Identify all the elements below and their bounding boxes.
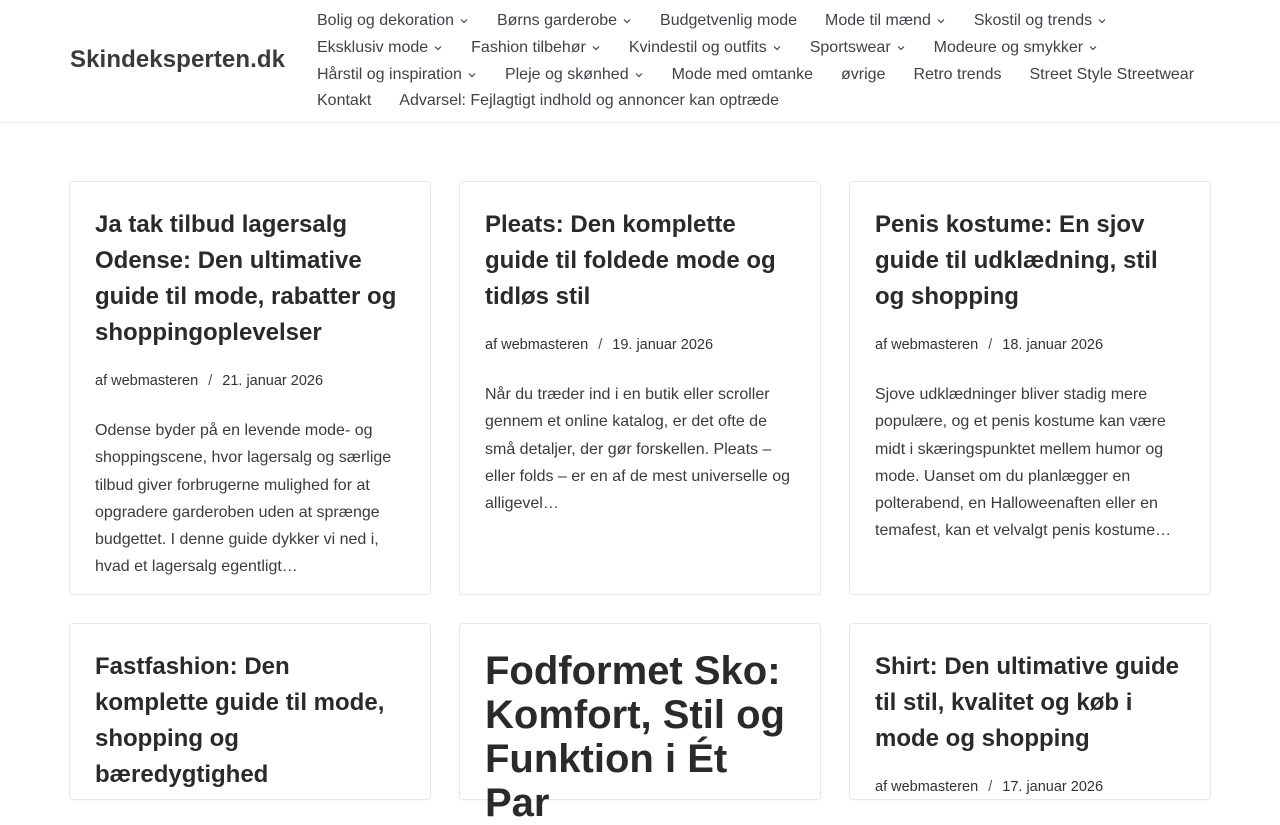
- menu-row: [317, 61, 1217, 88]
- menu-item-label: Advarsel: Fejlagtigt indhold og annoncer kan optræde: [399, 92, 780, 110]
- chevron-down-icon[interactable]: [622, 16, 632, 26]
- post-date: 18. januar 2026: [1002, 337, 1104, 353]
- menu-item[interactable]: [841, 66, 885, 84]
- menu-item[interactable]: [974, 12, 1107, 30]
- post-meta: [95, 371, 405, 391]
- menu-item-label: Fashion tilbehør: [471, 39, 586, 57]
- author-prefix: af: [95, 373, 108, 389]
- menu-item[interactable]: [810, 39, 906, 57]
- post-title[interactable]: Pleats: Den komplette guide til foldede mode og tidløs stil: [485, 211, 776, 310]
- post-author[interactable]: webmasteren: [501, 337, 589, 353]
- post-date: 21. januar 2026: [222, 373, 324, 389]
- menu-item-label: øvrige: [841, 65, 886, 83]
- site-title[interactable]: Skindeksperten.dk: [70, 46, 286, 73]
- menu-item[interactable]: [825, 12, 946, 30]
- menu-row: [317, 88, 1217, 115]
- post-title[interactable]: Ja tak tilbud lagersalg Odense: Den ultimative guide til mode, rabatter og shoppingoplevelser: [95, 211, 397, 346]
- menu-item[interactable]: [660, 12, 797, 30]
- meta-separator: /: [988, 337, 993, 353]
- menu-item[interactable]: [399, 92, 779, 110]
- menu-row: [317, 8, 1217, 35]
- menu-item[interactable]: [505, 66, 644, 84]
- post-title[interactable]: Fodformet Sko: Komfort, Stil og Funktion i Ét Par: [485, 649, 785, 825]
- menu-row: [317, 35, 1217, 62]
- chevron-down-icon[interactable]: [459, 16, 469, 26]
- post-excerpt: Sjove udklædninger bliver stadig mere populære, og et penis kostume kan være midt i skæringspunktet mellem humor og mode. Uanset om du planlægger en polterabend, en Halloweenaften eller en temafest, kan et velvalgt penis kostume…: [875, 386, 1172, 540]
- post-meta: [875, 335, 1185, 355]
- post-author[interactable]: webmasteren: [891, 779, 979, 795]
- post-meta: [875, 777, 1185, 797]
- post-card: [69, 181, 431, 595]
- post-excerpt: Odense byder på en levende mode- og shoppingscene, hvor lagersalg og særlige tilbud giver forbrugerne mulighed for at opgradere garderoben uden at sprænge budgettet. I denne guide dykker vi ned i, hvad et lagersalg egentligt…: [95, 422, 392, 576]
- menu-item-label: Eksklusiv mode: [317, 39, 429, 57]
- meta-separator: /: [988, 779, 993, 795]
- menu-item-label: Modeure og smykker: [933, 39, 1084, 57]
- post-card: [459, 181, 821, 595]
- menu-item[interactable]: [317, 66, 477, 84]
- author-prefix: af: [875, 779, 888, 795]
- menu-item-label: Mode til mænd: [825, 12, 931, 30]
- menu-item-label: Skostil og trends: [973, 12, 1093, 30]
- post-title[interactable]: Fastfashion: Den komplette guide til mode, shopping og bæredygtighed: [95, 653, 385, 788]
- author-prefix: af: [485, 337, 498, 353]
- meta-separator: /: [208, 373, 213, 389]
- chevron-down-icon[interactable]: [634, 70, 644, 80]
- menu-item[interactable]: [317, 92, 371, 110]
- post-title[interactable]: Shirt: Den ultimative guide til stil, kvalitet og køb i mode og shopping: [875, 653, 1180, 752]
- post-excerpt: Når du træder ind i en butik eller scroller gennem et online katalog, er det ofte de små detaljer, der gør forskellen. Pleats – eller folds – er en af de mest universelle og alligevel…: [485, 386, 791, 513]
- menu-item[interactable]: [317, 39, 443, 57]
- menu-item-label: Street Style Streetwear: [1029, 65, 1195, 83]
- author-prefix: af: [875, 337, 888, 353]
- post-card: [69, 623, 431, 800]
- post-author[interactable]: webmasteren: [111, 373, 199, 389]
- menu-item-label: Kvindestil og outfits: [628, 39, 767, 57]
- site-header: [0, 0, 1280, 123]
- post-title[interactable]: Penis kostume: En sjov guide til udklædning, stil og shopping: [875, 211, 1158, 310]
- menu-item[interactable]: [934, 39, 1098, 57]
- menu-item[interactable]: [913, 66, 1001, 84]
- menu-item-label: Retro trends: [913, 65, 1002, 83]
- chevron-down-icon[interactable]: [1088, 43, 1098, 53]
- post-card: [849, 623, 1211, 800]
- chevron-down-icon[interactable]: [591, 43, 601, 53]
- chevron-down-icon[interactable]: [936, 16, 946, 26]
- post-meta: [485, 335, 795, 355]
- menu-item-label: Bolig og dekoration: [317, 12, 454, 30]
- menu-item[interactable]: [317, 12, 469, 30]
- menu-item[interactable]: [1030, 66, 1195, 84]
- menu-item-label: Kontakt: [317, 92, 372, 110]
- chevron-down-icon[interactable]: [772, 43, 782, 53]
- chevron-down-icon[interactable]: [896, 43, 906, 53]
- meta-separator: /: [598, 337, 603, 353]
- menu-item-label: Mode med omtanke: [671, 65, 813, 83]
- menu-item-label: Hårstil og inspiration: [317, 65, 462, 83]
- menu-item[interactable]: [629, 39, 782, 57]
- post-card: [849, 181, 1211, 595]
- post-date: 19. januar 2026: [612, 337, 714, 353]
- primary-menu: [317, 8, 1217, 115]
- chevron-down-icon[interactable]: [467, 70, 477, 80]
- post-author[interactable]: webmasteren: [891, 337, 979, 353]
- chevron-down-icon[interactable]: [433, 43, 443, 53]
- menu-item[interactable]: [471, 39, 601, 57]
- menu-item-label: Budgetvenlig mode: [660, 12, 798, 30]
- menu-item[interactable]: [672, 66, 813, 84]
- menu-item-label: Sportswear: [809, 39, 891, 57]
- post-date: 17. januar 2026: [1002, 779, 1104, 795]
- post-card: [459, 623, 821, 825]
- menu-item-label: Pleje og skønhed: [504, 65, 629, 83]
- menu-item-label: Børns garderobe: [496, 12, 618, 30]
- chevron-down-icon[interactable]: [1097, 16, 1107, 26]
- menu-item[interactable]: [497, 12, 632, 30]
